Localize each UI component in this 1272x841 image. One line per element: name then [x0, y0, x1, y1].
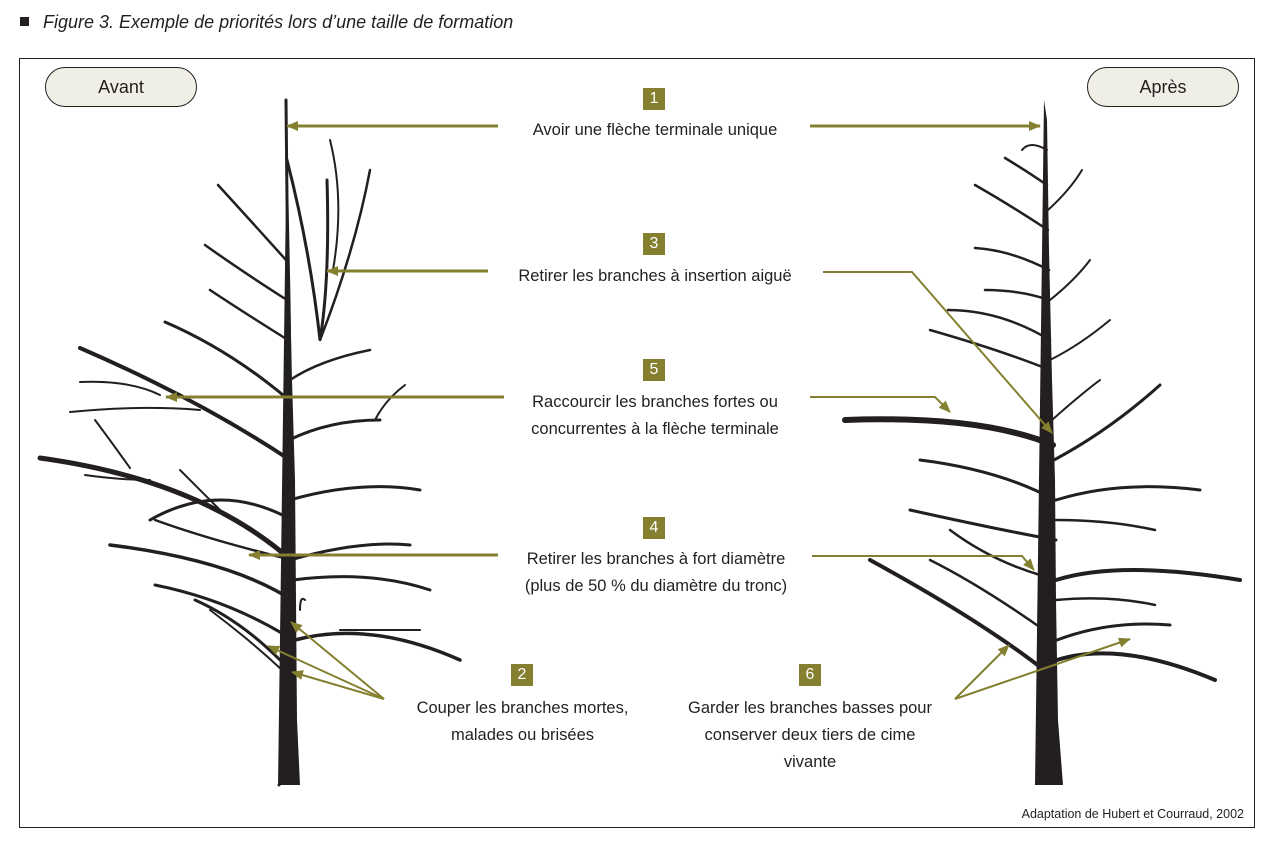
priority-1-line-1: Avoir une flèche terminale unique — [532, 121, 778, 139]
priority-6-line-1: Garder les branches basses pour — [688, 699, 932, 717]
priority-6-label — [672, 695, 948, 776]
priority-2-badge: 2 — [511, 664, 533, 686]
priority-6-line-2: conserver deux tiers de cime — [704, 726, 916, 744]
priority-5-line-2: concurrentes à la flèche terminale — [531, 420, 779, 438]
source-credit: Adaptation de Hubert et Courraud, 2002 — [1021, 807, 1244, 821]
priority-6-badge: 6 — [799, 664, 821, 686]
priority-3-label — [490, 263, 820, 290]
priority-2-label — [385, 695, 660, 749]
priority-5-line-1: Raccourcir les branches fortes ou — [532, 393, 778, 411]
before-label: Avant — [45, 67, 197, 107]
priority-3-badge: 3 — [643, 233, 665, 255]
priority-4-label — [500, 546, 812, 600]
priority-4-line-2: (plus de 50 % du diamètre du tronc) — [524, 577, 788, 595]
priority-5-badge: 5 — [643, 359, 665, 381]
priority-4-badge: 4 — [643, 517, 665, 539]
priority-4-line-1: Retirer les branches à fort diamètre — [526, 550, 786, 568]
priority-1-badge: 1 — [643, 88, 665, 110]
priority-1-label — [500, 117, 810, 144]
priority-2-line-1: Couper les branches mortes, — [416, 699, 629, 717]
caption-text: Figure 3. Exemple de priorités lors d’une taille de formation — [43, 12, 514, 32]
priority-6-line-3: vivante — [783, 753, 837, 771]
after-label: Après — [1087, 67, 1239, 107]
priority-3-line-1: Retirer les branches à insertion aiguë — [518, 267, 792, 285]
tree-before — [40, 100, 460, 785]
priority-5-label — [505, 389, 805, 443]
priority-2-line-2: malades ou brisées — [450, 726, 595, 744]
tree-after — [845, 100, 1240, 785]
